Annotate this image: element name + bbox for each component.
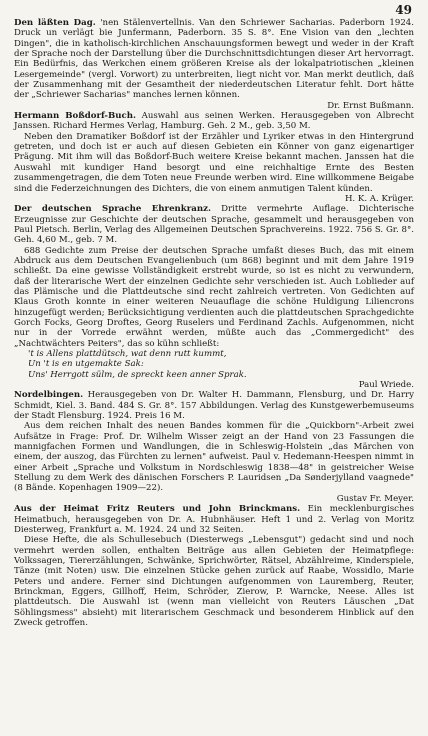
review-text: Neben den Dramatiker Boßdorf ist der Erzähler und Lyriker etwas in den Hintergrund getreten, und doch ist er auch auf diesen Gebieten ein Könner von ganz eigenartiger Prägung. Mit ihm will das Boßdorf-Buch weitere Kreise bekannt machen. Janssen hat die Auswahl mit kundiger Hand besorgt und eine reichhaltige Ernte des Besten zusammengetragen, die dem Toten neue Freunde werben wird. Eine willkommene Beigabe sind die Federzeichnungen des Dichters, die von einem anmutigen Talent künden. xyxy=(14,131,414,194)
review-title: Der deutschen Sprache Ehrenkranz. xyxy=(14,204,211,215)
review-bibliography: Dritte vermehrte Auflage. Dichterische Erzeugnisse zur Geschichte der deutschen Sprache, gesammelt und herausgegeben von Paul Pietsch. Berlin, Verlag des Allgemeinen Deutschen Sprachvereins. 1922. 756 S. Gr. 8°. Geh. 4,60 M., geb. 7 M. xyxy=(14,204,415,246)
review-bibliography: Herausgegeben von Dr. Walter H. Dammann, Flensburg, und Dr. Harry Schmidt, Kiel. 3. Band. 484 S. Gr. 8°. 157 Abbildungen. Verlag des Kunstgewerbemuseums der Stadt Flensburg. 1924. Preis 16 M. xyxy=(14,390,415,422)
review-title: Den läßten Dag. xyxy=(14,18,96,28)
review-bibliography: Auswahl aus seinen Werken. Herausgegeben von Albrecht Janssen. Richard Hermes Verlag, Hamburg. Geh. 2 M., geb. 3,50 M. xyxy=(14,111,415,132)
reviewer-signature: Paul Wriede. xyxy=(358,380,414,391)
review-text: Aus dem reichen Inhalt des neuen Bandes kommen für die „Quickborn"-Arbeit zwei Aufsätze in Frage: Prof. Dr. Wilhelm Wisser zeigt an der Hand von 23 Fassungen die mannigfachen Formen und Wandlungen, die in Schleswig-Holstein „das Märchen von einem, der auszog, das Fürchten zu lernen" aufweist. Paul v. Hedemann-Heespen nimmt in einer Arbeit „Sprache und Volkstum in Nordschleswig 1838—48" in geistreicher Weise Stellung zu dem Werk des dänischen Forschers P. Lauridsen „Da Sønderjylland vaagnede" (8 Bände. Kopenhagen 1909—22). xyxy=(14,421,414,494)
review-title: Nordelbingen. xyxy=(14,390,84,401)
review-column xyxy=(14,18,414,628)
review-sprache-ehrenkranz xyxy=(14,204,414,390)
review-text: 688 Gedichte zum Preise der deutschen Sprache umfaßt dieses Buch, das mit einem Abdruck aus dem Deutschen Evangelienbuch (um 868) beginnt und mit dem Jahre 1919 schließt. Da eine gewisse Vollständigkeit erstrebt wurde, so ist es nicht zu verwundern, daß der literarische Wert der einzelnen Gedichte sehr verschieden ist. Auch Loblieder auf das Plämische und die Plattdeutsche sind recht zahlreich vertreten. Von Gedichten auf Klaus Groth konnte in einer weiteren Neuauflage die schöne Huldigung Liliencrons hinzugefügt werden; Berücksichtigung verdienten auch die plattdeutschen Sprachgedichte Gorch Focks, Georg Droftes, Georg Ruselers und Ferdinand Zachls. Aufgenommen, nicht nur in der Vorrede erwähnt werden, müßte auch das „Commergedicht" des „Nachtwächters Peiters", das so kühn schließt: xyxy=(14,245,414,349)
review-nordelbingen xyxy=(14,390,414,504)
review-title: Aus der Heimat Fritz Reuters und John Brinckmans. xyxy=(14,504,301,515)
review-text: 'nen Stälenvertellnis. Van den Schriewer Sacharias. Paderborn 1924. Druck un verlägt bie Junfermann, Paderborn. 35 S. 8°. Ene Vision van den „lechten Dingen", die in katholisch-kirchlichen Anschauungsformen bewegt und weder in der Kraft der Sprache noch der Darstellung über die Durchschnittsdichtungen dieser Art hervorragt. Ein Bedürfnis, das Werkchen einem größeren Kreise als der lokalpatriotischen „kleinen Lesergemeinde" (vergl. Vorwort) zu unterbreiten, liegt nicht vor. Man merkt deutlich, daß der Zusammenhang mit der Gesamtheit der niederdeutschen Literatur fehlt. Dort hätte der „Schriewer Sacharias" manches lernen können. xyxy=(14,18,414,101)
verse-line: Un 't is en utgemakte Sak: xyxy=(28,359,144,370)
review-hermann-bossdorf-buch xyxy=(14,111,414,204)
review-den-laessten-dag xyxy=(14,18,414,111)
review-text: Diese Hefte, die als Schullesebuch (Diesterwegs „Lebensgut") gedacht sind und noch vermehrt werden sollen, enthalten Beiträge aus allen Gebieten der Heimatpflege: Volkssagen, Tiererzählungen, Schwänke, Sprichwörter, Rätsel, Abzählreime, Kinderspiele, Tänze (mit Noten) usw. Die einzelnen Stücke gehen zurück auf Raabe, Wossidlo, Marie Peters und andere. Ferner sind Dichtungen aufgenommen von Lauremberg, Reuter, Brinckman, Eggers, Gillhoff, Heim, Schröder, Zierow, P. Warncke, Neese. Alles ist plattdeutsch. Die Auswahl ist (wenn man vielleicht von Reuters Läuschen „Dat Söhlingsmess" absieht) mit literarischem Geschmack und besonderem Hinblick auf den Zweck getroffen. xyxy=(14,535,414,628)
reviewer-signature: Dr. Ernst Bußmann. xyxy=(327,100,414,111)
page-number: 49 xyxy=(395,3,412,17)
reviewer-signature: Gustav Fr. Meyer. xyxy=(336,493,414,504)
review-title: Hermann Boßdorf-Buch. xyxy=(14,111,136,122)
verse-line: 't is Allens plattdütsch, wat denn rutt kummt, xyxy=(28,349,227,359)
review-bibliography: Ein mecklenburgisches Heimatbuch, herausgegeben von Dr. A. Hubnhäuser. Heft 1 und 2. Verlag von Moritz Diesterweg, Frankfurt a. M. 1924. 24 und 32 Seiten. xyxy=(14,504,415,535)
reviewer-signature: H. K. A. Krüger. xyxy=(344,193,414,204)
verse-line: Uns' Herrgott sülm, de spreckt keen anner Sprak. xyxy=(28,369,247,380)
review-heimat-reuters-brinckmans xyxy=(14,504,414,628)
